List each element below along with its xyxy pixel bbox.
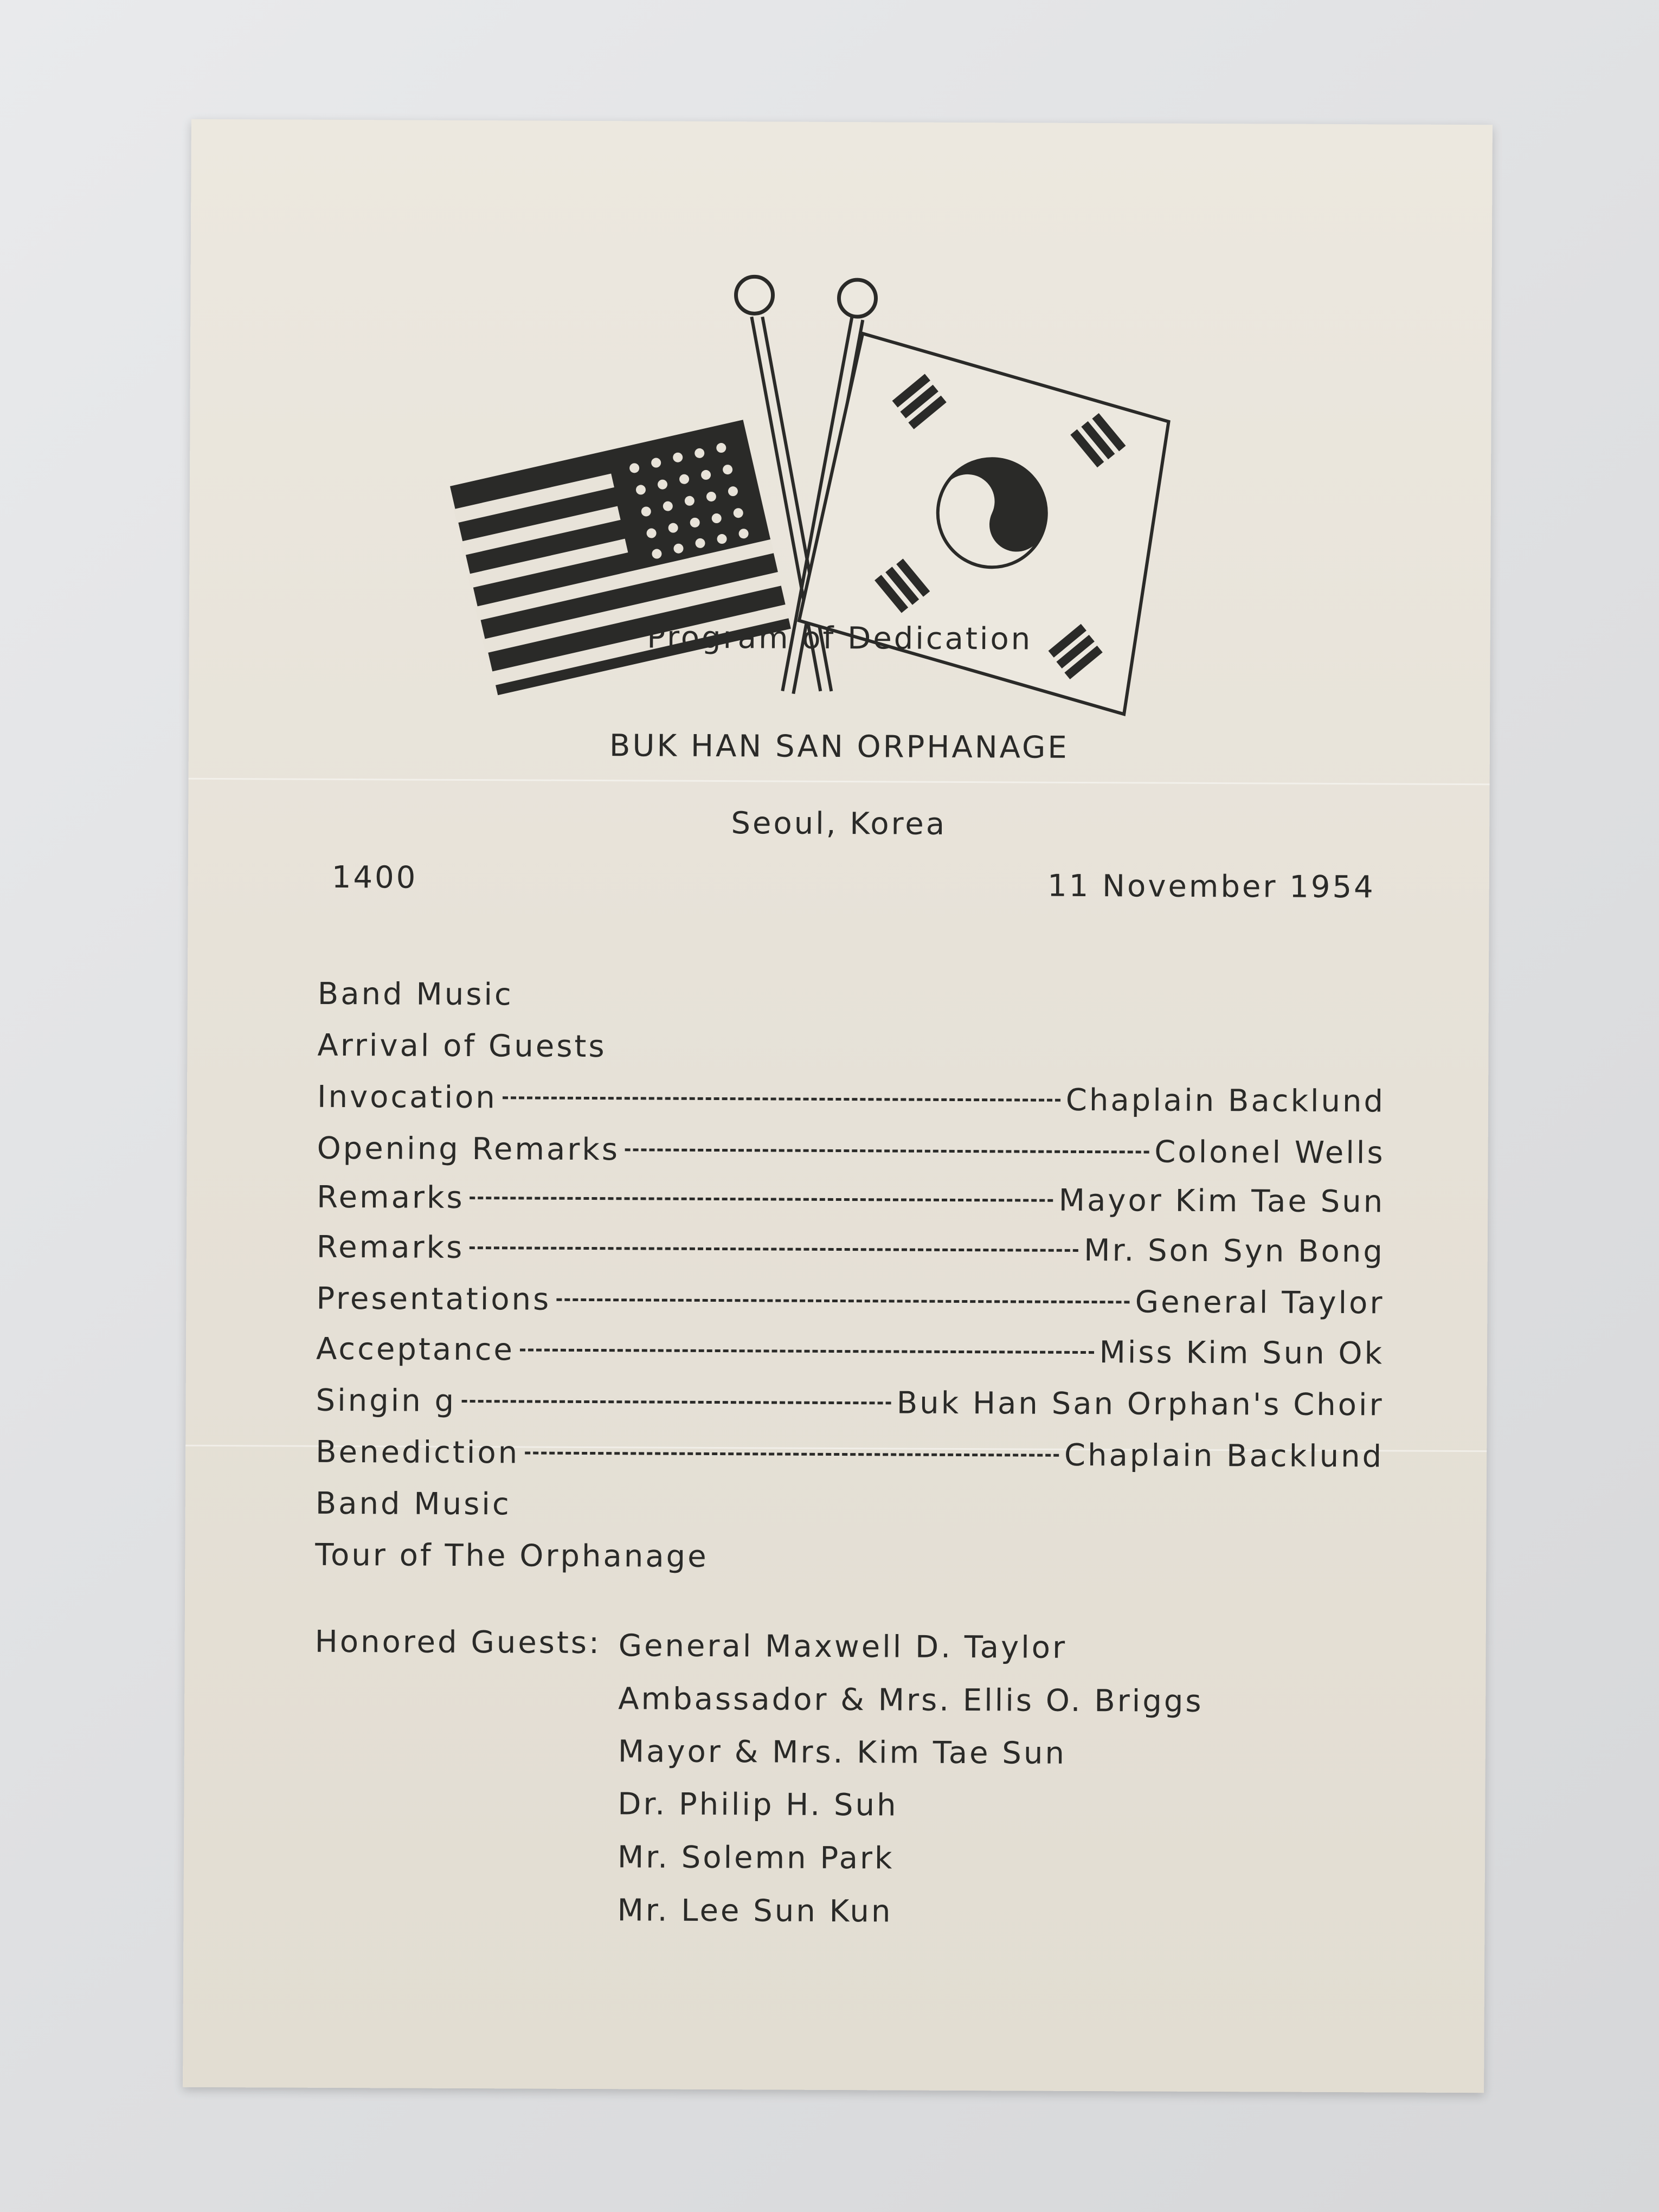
program-row [318, 974, 1386, 1019]
program-item: Benediction [316, 1434, 520, 1470]
program-speaker: Chaplain Backlund [1064, 1437, 1384, 1474]
program-item: Arrival of Guests [317, 1027, 607, 1064]
program-item: Band Music [317, 976, 513, 1012]
guest-name: Dr. Philip H. Suh [618, 1786, 898, 1823]
program-row [317, 1025, 1385, 1070]
program-item: Opening Remarks [317, 1130, 620, 1167]
program-speaker: Buk Han San Orphan's Choir [896, 1385, 1384, 1423]
program-item: Acceptance [316, 1331, 515, 1367]
program-row [316, 1483, 1384, 1528]
leader-dashes [520, 1348, 1094, 1354]
program-row [315, 1535, 1383, 1580]
leader-dashes [461, 1399, 891, 1404]
orphanage-name: BUK HAN SAN ORPHANAGE [609, 728, 1069, 766]
program-speaker: Mayor Kim Tae Sun [1058, 1182, 1385, 1219]
location: Seoul, Korea [731, 806, 947, 842]
program-row [316, 1432, 1384, 1477]
program-row [316, 1278, 1384, 1323]
guest-name: Ambassador & Mrs. Ellis O. Briggs [618, 1681, 1204, 1719]
program-speaker: Colonel Wells [1154, 1134, 1385, 1171]
program-title: Program of Dedication [647, 620, 1033, 657]
guest-name: Mr. Solemn Park [617, 1840, 895, 1876]
program-row [317, 1177, 1385, 1222]
event-date: 11 November 1954 [1047, 868, 1375, 905]
guest-name: Mayor & Mrs. Kim Tae Sun [618, 1734, 1067, 1771]
leader-dashes [470, 1246, 1078, 1252]
program-item: Presentations [316, 1281, 551, 1317]
program-speaker: General Taylor [1135, 1284, 1385, 1321]
program-item: Tour of The Orphanage [315, 1537, 709, 1574]
program-row [317, 1227, 1385, 1272]
program-item: Band Music [315, 1486, 511, 1522]
program-item: Invocation [317, 1079, 498, 1115]
leader-dashes [556, 1298, 1129, 1303]
leader-dashes [503, 1096, 1060, 1101]
program-speaker: Chaplain Backlund [1065, 1082, 1386, 1119]
crossed-flags-illustration [449, 240, 1243, 742]
program-row [316, 1329, 1384, 1374]
leader-dashes [470, 1197, 1053, 1202]
program-row [316, 1380, 1384, 1425]
start-time: 1400 [331, 859, 418, 896]
fold-line [189, 778, 1490, 785]
program-row [317, 1077, 1385, 1122]
program-speaker: Mr. Son Syn Bong [1084, 1232, 1385, 1269]
leader-dashes [525, 1451, 1059, 1456]
guest-name: Mr. Lee Sun Kun [617, 1893, 893, 1930]
program-item: Remarks [317, 1179, 465, 1216]
guest-name: General Maxwell D. Taylor [618, 1628, 1068, 1666]
program-speaker: Miss Kim Sun Ok [1099, 1334, 1385, 1371]
program-sheet [183, 119, 1493, 2093]
leader-dashes [625, 1148, 1149, 1153]
program-item: Singin g [316, 1382, 456, 1419]
honored-guests-label: Honored Guests: [314, 1624, 602, 1661]
program-row [317, 1128, 1385, 1173]
program-item: Remarks [316, 1229, 465, 1265]
